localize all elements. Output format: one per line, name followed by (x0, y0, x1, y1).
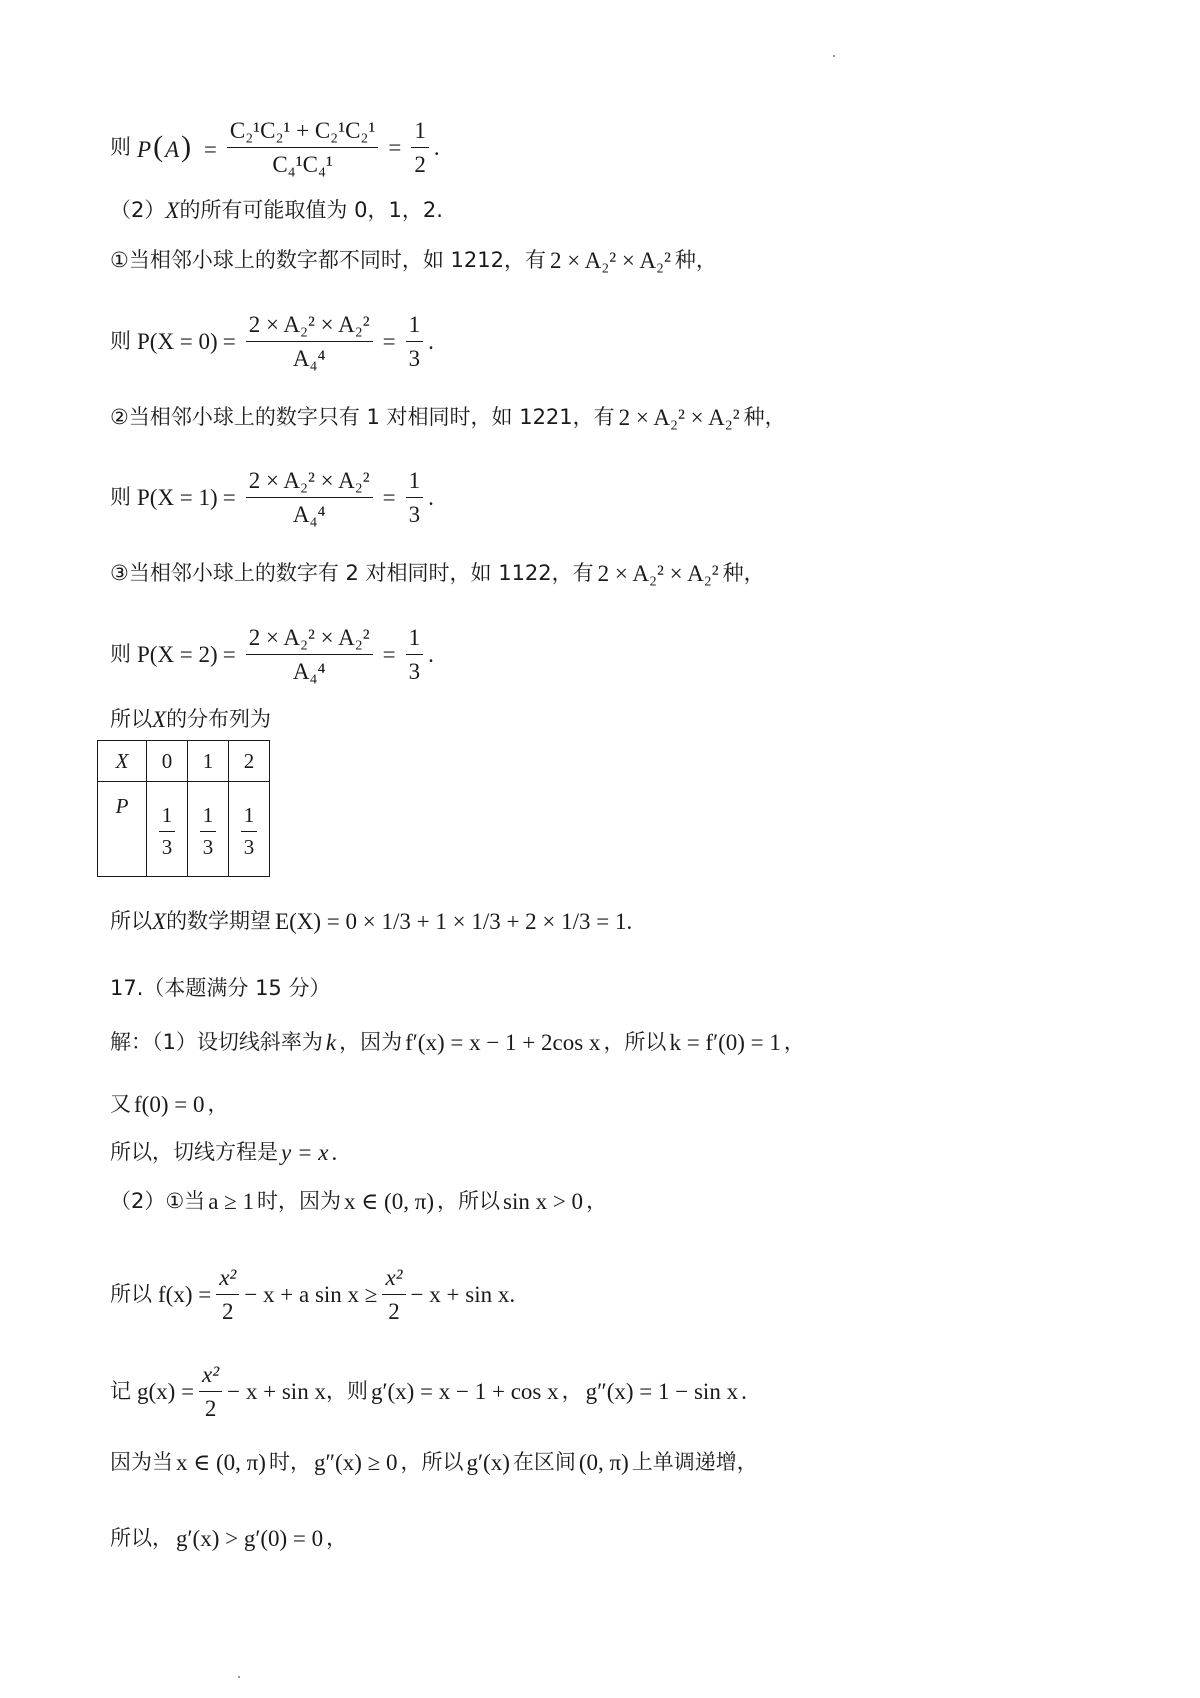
period: . (428, 485, 434, 511)
lhs-expr: P(X = 0) (137, 329, 218, 355)
text: ， (207, 1092, 229, 1116)
var-x: X (152, 707, 167, 732)
text: 所以 (110, 707, 152, 731)
period: . (428, 329, 434, 355)
table-row (98, 741, 270, 782)
text: 在区间 (512, 1450, 576, 1474)
q17-monotone-line (110, 1451, 758, 1474)
prob-a-line: 则 P(A) = $\frac{\text{C₂¹C₂¹ + C₂¹C₂¹}}{\text{C₄¹C₄¹}}$ = $\frac{1}{2}$ . (110, 118, 440, 178)
prob-fraction (241, 804, 258, 859)
text: ③当相邻小球上的数字有 2 对相同时，如 1122，有 (110, 561, 594, 585)
numerator: 1 (406, 312, 424, 342)
denominator: 3 (243, 835, 255, 860)
denominator: C₄¹C₄¹ (272, 152, 333, 178)
text: 所以 (110, 1282, 152, 1307)
text: 因为当 (110, 1450, 173, 1474)
text: 的数学期望 (166, 909, 272, 933)
table-cell (188, 782, 229, 877)
prob-x1-line: 则 P(X = 1) = $\frac{\text{2 × A₂² × A₂²}}{\text{A₄⁴}}$ = $\frac{1}{3}$ . (110, 468, 434, 528)
prob-fraction (246, 312, 373, 372)
text: 种， (674, 248, 717, 272)
text: ，因为 (339, 1030, 403, 1054)
text: 记 (110, 1379, 131, 1404)
var-k: k (325, 1030, 337, 1055)
p-symbol: P (137, 136, 152, 162)
x-squared-over-2 (216, 1265, 239, 1325)
g-double-prime-expr: g″(x) ≥ 0 (313, 1450, 398, 1475)
text: 的分布列为 (166, 707, 272, 731)
prob-fraction (246, 468, 373, 528)
count-expr: 2 × A₂² × A₂² (549, 248, 671, 273)
result-fraction (406, 625, 424, 685)
count-expr: 2 × A₂² × A₂² (618, 405, 740, 430)
text: 解：（1）设切线斜率为 (110, 1030, 323, 1054)
text: ，所以 (400, 1450, 464, 1474)
numerator: x² (199, 1362, 222, 1392)
numerator: C₂¹C₂¹ + C₂¹C₂¹ (227, 118, 379, 148)
dist-intro (110, 708, 271, 731)
denominator: 2 (414, 152, 426, 178)
text: 则 (110, 485, 131, 510)
numerator: 2 × A₂² × A₂² (246, 625, 373, 655)
sin-expr: sin x > 0 (503, 1189, 584, 1214)
table-row (98, 782, 270, 877)
prob-x0-line: 则 P(X = 0) = $\frac{\text{2 × A₂² × A₂²}}{\text{A₄⁴}}$ = $\frac{1}{3}$ . (110, 312, 434, 372)
text: 所以 (110, 909, 152, 933)
period: . (433, 135, 440, 161)
denominator: 2 (388, 1299, 400, 1325)
numerator: 1 (159, 804, 176, 832)
table-row-label: P (98, 782, 147, 877)
scan-speck (833, 55, 835, 57)
middle-expr: − x + a sin x ≥ (244, 1282, 378, 1308)
x-squared-over-2 (199, 1362, 222, 1422)
result-fraction (406, 468, 424, 528)
expectation-line (110, 910, 632, 933)
g-def: g(x) = (137, 1379, 195, 1405)
text: ， (326, 1526, 348, 1550)
numerator: 1 (241, 804, 258, 832)
table-cell (147, 782, 188, 877)
combination-fraction (227, 118, 379, 178)
denominator: A₄⁴ (292, 346, 326, 372)
expectation-formula: E(X) = 0 × 1/3 + 1 × 1/3 + 2 × 1/3 = 1 (275, 909, 627, 934)
result-fraction (406, 312, 424, 372)
f0-expr: f(0) = 0 (134, 1092, 205, 1117)
distribution-table (97, 740, 270, 877)
numerator: x² (216, 1265, 239, 1295)
numerator: 1 (200, 804, 217, 832)
case-1-line (110, 249, 717, 272)
case-2-line (110, 406, 786, 429)
prob-fraction (159, 804, 176, 859)
period: . (741, 1379, 747, 1405)
q17-final-line (110, 1527, 347, 1550)
interval-expr: (0, π) (578, 1450, 629, 1475)
text: ②当相邻小球上的数字只有 1 对相同时，如 1221，有 (110, 405, 615, 429)
denominator: 2 (222, 1299, 234, 1325)
text: ，所以 (603, 1030, 667, 1054)
denominator: 3 (408, 502, 421, 528)
g-tail: − x + sin x (227, 1379, 326, 1405)
count-expr: 2 × A₂² × A₂² (597, 561, 719, 586)
case-3-line (110, 562, 765, 585)
text: ①当相邻小球上的数字都不同时，如 1212，有 (110, 248, 546, 272)
text: 则 (110, 329, 131, 354)
lhs-expr: f(x) = (158, 1282, 212, 1308)
event-a: A (165, 136, 180, 162)
x-squared-over-2 (382, 1265, 405, 1325)
tangent-expr: y = x (281, 1140, 329, 1165)
q17-part1-line (110, 1031, 805, 1054)
text: 则 (110, 135, 131, 160)
prob-fraction (200, 804, 217, 859)
numerator: 1 (406, 468, 424, 498)
denominator: 3 (202, 835, 214, 860)
g-prime-expr: g′(x) (466, 1450, 510, 1475)
heading: 17.（本题满分 15 分） (110, 976, 331, 1000)
lhs-expr: P(X = 2) (137, 642, 218, 668)
text: 所以， (110, 1526, 173, 1550)
text: （2） (110, 198, 166, 222)
var-x: X (152, 909, 167, 934)
table-header-cell: 1 (188, 741, 229, 782)
denominator: 2 (204, 1396, 217, 1422)
derivative-expr: f′(x) = x − 1 + 2cos x (405, 1030, 601, 1055)
period: . (509, 1282, 516, 1308)
period: . (428, 642, 434, 668)
result-fraction (411, 118, 429, 178)
text: 上单调递增， (631, 1450, 758, 1474)
prob-x2-line: 则 P(X = 2) = $\frac{\text{2 × A₂² × A₂²}}{\text{A₄⁴}}$ = $\frac{1}{3}$ . (110, 625, 434, 685)
text: 种， (722, 561, 765, 585)
lhs-expr: P(X = 1) (137, 485, 218, 511)
q17-g-line (110, 1362, 747, 1422)
text: 则 (110, 642, 131, 667)
numerator: x² (382, 1265, 405, 1295)
q17-part2-line (110, 1190, 607, 1213)
part2-intro (110, 199, 443, 222)
table-cell (229, 782, 270, 877)
table-header-cell: X (98, 741, 147, 782)
q17-f0-line (110, 1093, 228, 1116)
table-header-cell: 0 (147, 741, 188, 782)
text: （2）①当 (110, 1189, 206, 1213)
numerator: 1 (406, 625, 424, 655)
text: ， (561, 1379, 583, 1404)
equals: = (203, 136, 217, 162)
period: . (331, 1140, 338, 1165)
denominator: 3 (408, 346, 421, 372)
text: 又 (110, 1092, 131, 1116)
domain-expr: x ∈ (0, π) (176, 1450, 266, 1475)
numerator: 1 (411, 118, 429, 148)
table-header-cell: 2 (229, 741, 270, 782)
rhs-expr: − x + sin x (410, 1282, 510, 1308)
text: 种， (743, 405, 786, 429)
text: 所以，切线方程是 (110, 1140, 278, 1164)
text: 时， (268, 1450, 311, 1474)
slope-expr: k = f′(0) = 1 (669, 1030, 781, 1055)
condition-expr: a ≥ 1 (208, 1189, 255, 1214)
domain-expr: x ∈ (0, π) (344, 1189, 434, 1214)
scan-speck (238, 1676, 240, 1678)
question-17-title (110, 978, 330, 999)
denominator: 3 (408, 659, 421, 685)
text: ， (586, 1189, 608, 1213)
numerator: 2 × A₂² × A₂² (246, 468, 373, 498)
q17-tangent-line (110, 1141, 337, 1164)
denominator: A₄⁴ (292, 502, 326, 528)
g-double-prime-expr: g″(x) = 1 − sin x (585, 1379, 739, 1405)
g-prime-expr: g′(x) = x − 1 + cos x (370, 1379, 559, 1405)
denominator: A₄⁴ (292, 659, 326, 685)
final-expr: g′(x) > g′(0) = 0 (176, 1526, 324, 1551)
var-x: X (165, 198, 180, 223)
denominator: 3 (161, 835, 173, 860)
q17-inequality-line (110, 1265, 515, 1325)
text: 时，因为 (257, 1189, 342, 1213)
period: . (626, 909, 633, 934)
text: ， (783, 1030, 805, 1054)
numerator: 2 × A₂² × A₂² (246, 312, 373, 342)
text: 的所有可能取值为 0，1，2. (179, 198, 443, 222)
prob-fraction (246, 625, 373, 685)
text: ，则 (325, 1379, 368, 1404)
text: ，所以 (437, 1189, 500, 1213)
